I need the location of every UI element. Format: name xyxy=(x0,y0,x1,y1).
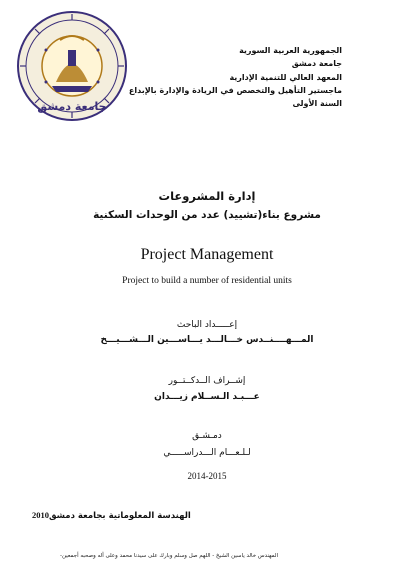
title-english: Project Management xyxy=(140,246,274,263)
author-name: المـــهــــنــدس خـــالـــد يـــاســـين الـــشـــيـــخ xyxy=(100,335,314,345)
header-line-program: ماجستير التأهيل والتخصص في الريادة والإدارة بالإبداع xyxy=(128,85,342,95)
subtitle-arabic: مشروع بناء(تشييد) عدد من الوحدات السكنية xyxy=(93,209,321,221)
footer-department-text: الهندسة المعلوماتية بجامعة دمشق xyxy=(49,511,191,521)
footer-note: المهندس خالد ياسين الشيخ - اللهم صل وسلم وبارك على سيدنا محمد وعلى آله وصحبه أجمعين- xyxy=(60,553,279,559)
footer-department xyxy=(32,510,191,521)
supervisor-name: عـــبـد الـســلام زيـــدان xyxy=(154,392,260,402)
subtitle-english: Project to build a number of residential units xyxy=(122,276,292,286)
academic-year-label: لـلـعـــام الـــدراســـــي xyxy=(163,448,251,458)
title-arabic: إدارة المشروعات xyxy=(158,189,256,203)
header-line-year: السنة الأولى xyxy=(292,99,342,109)
svg-text:جامعة دمشق: جامعة دمشق xyxy=(37,100,107,113)
institution-header xyxy=(122,44,342,110)
university-logo xyxy=(16,10,128,122)
header-line-institute: المعهد العالي للتنمية الإدارية xyxy=(229,72,342,82)
supervisor-label: إشــراف الــدكــتــور xyxy=(168,376,246,386)
footer-department-year: 2010 xyxy=(32,510,49,520)
prepared-by-label: إعـــــداد الباحث xyxy=(176,320,238,330)
header-line-country: الجمهورية العربية السورية xyxy=(239,46,342,55)
place: دمـشـق xyxy=(192,431,222,441)
header-line-university: جامعة دمشق xyxy=(291,59,342,69)
academic-year: 2014-2015 xyxy=(187,471,227,481)
